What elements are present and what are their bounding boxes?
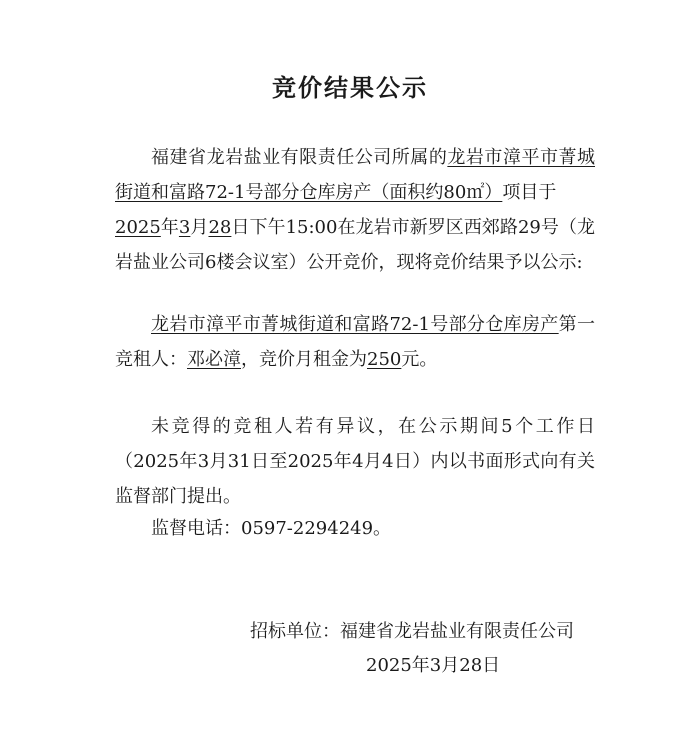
auction-day: 28	[208, 217, 232, 238]
company-text: 福建省龙岩盐业有限责任公司所属的	[151, 147, 448, 168]
rent-label: ，竞价月租金为	[241, 349, 367, 370]
paragraph-result	[115, 307, 595, 377]
auction-details: 日下午15:00在龙岩市新罗区西郊路29号（龙岩盐业公司6楼会议室）公开竞价，现将竞价结果予以公示:	[115, 217, 596, 273]
paragraph-objection: 未竞得的竞租人若有异议，在公示期间5个工作日（2025年3月31日至2025年4月4日）内以书面形式向有关监督部门提出。	[115, 416, 595, 507]
connector-text: 项目于	[502, 182, 557, 203]
issue-date: 2025年3月28日	[366, 655, 501, 676]
property-text: 龙岩市漳平市菁城街道和富路72-1号部分仓库房产（面积约80㎡）	[115, 147, 596, 203]
paragraph-auction-info	[115, 140, 595, 280]
supervision-phone: 监督电话：0597-2294249。	[151, 518, 392, 539]
page-title: 竞价结果公示	[272, 73, 428, 102]
winner-name: 邓必漳	[187, 349, 241, 370]
result-property: 龙岩市漳平市菁城街道和富路72-1号部分仓库房产	[151, 314, 559, 335]
auction-month: 3	[178, 217, 191, 238]
month-unit: 月	[190, 217, 209, 238]
auction-year: 2025	[115, 217, 161, 238]
rent-unit: 元。	[401, 349, 438, 370]
winner-label: 第一竞租人：	[115, 314, 595, 370]
issuer-signature: 招标单位：福建省龙岩盐业有限责任公司	[250, 621, 574, 642]
rent-amount: 250	[367, 349, 402, 370]
year-unit: 年	[160, 217, 179, 238]
